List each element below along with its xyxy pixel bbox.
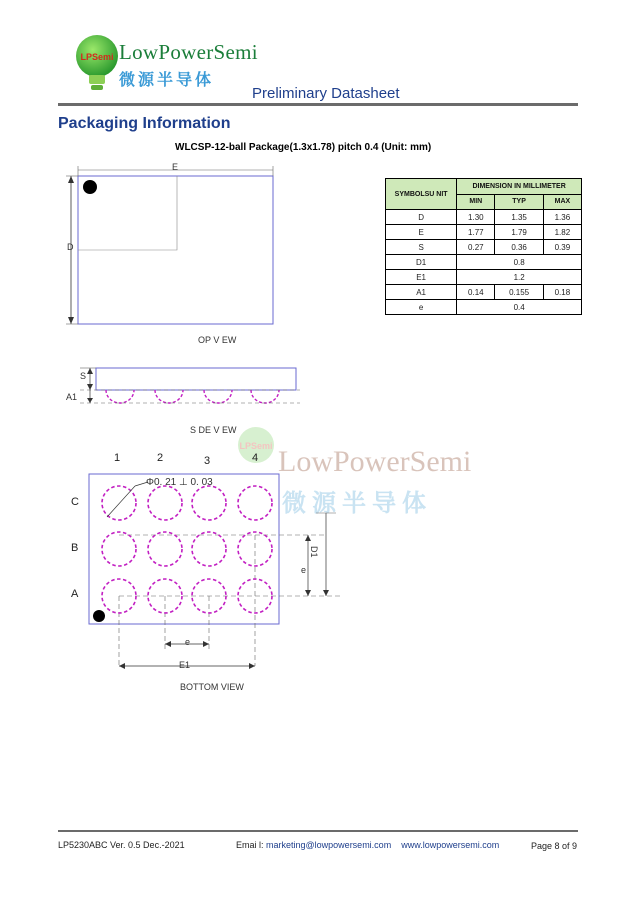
- side-view-dim-s: S: [80, 371, 87, 381]
- bottom-view-col-3: 3: [204, 455, 211, 467]
- table-row: [386, 240, 582, 255]
- bottom-view-col-1: 1: [114, 452, 121, 464]
- table-cell-symbol: E: [386, 225, 457, 240]
- table-row: [386, 225, 582, 240]
- table-cell-symbol: D1: [386, 255, 457, 270]
- bottom-view-col-2: 2: [157, 452, 164, 464]
- bottom-view-row-b: B: [71, 542, 79, 554]
- table-cell-typ: 0.36: [495, 240, 543, 255]
- ball-diameter-callout: Φ0. 21 ⊥ 0. 03: [146, 477, 213, 488]
- table-cell-max: 0.39: [543, 240, 581, 255]
- table-cell-min: 0.14: [457, 285, 495, 300]
- footer-divider: [58, 830, 578, 832]
- bottom-view-dim-e1: E1: [179, 660, 191, 670]
- footer-email-label: Emai l:: [236, 840, 267, 850]
- pin1-marker: [83, 180, 97, 194]
- side-view-ball-1: [106, 390, 134, 403]
- logo-badge: LPSemi: [80, 52, 114, 62]
- bottom-view-dim-e: e: [185, 637, 191, 647]
- side-view-ball-2: [155, 390, 183, 403]
- top-view-dim-e: E: [172, 162, 179, 172]
- top-view-dim-d: D: [67, 242, 74, 252]
- side-view-ball-4: [251, 390, 279, 403]
- table-cell-symbol: E1: [386, 270, 457, 285]
- footer-page-number: Page 8 of 9: [531, 841, 578, 851]
- table-cell-max: 0.18: [543, 285, 581, 300]
- side-view-ball-3: [204, 390, 232, 403]
- table-cell-typ: 1.35: [495, 210, 543, 225]
- table-cell-symbol: A1: [386, 285, 457, 300]
- top-view-drawing: [60, 160, 285, 335]
- ball-b1: [102, 532, 136, 566]
- watermark-badge: LPSemi: [239, 441, 273, 451]
- table-row: [386, 210, 582, 225]
- bottom-view-label: BOTTOM VIEW: [180, 682, 244, 692]
- table-cell-typ: 0.155: [495, 285, 543, 300]
- logo-text-en: LowPowerSemi: [119, 40, 258, 64]
- footer-email-link[interactable]: marketing@lowpowersemi.com: [266, 840, 392, 850]
- ball-b3: [192, 532, 226, 566]
- bottom-view-outline: [89, 474, 279, 624]
- bottom-view-dim-e-vertical: e: [301, 565, 307, 575]
- table-cell-symbol: D: [386, 210, 457, 225]
- table-row: [386, 300, 582, 315]
- bottom-view-row-c: C: [71, 496, 79, 508]
- bottom-view-row-a: A: [71, 588, 79, 600]
- table-col-typ: TYP: [495, 194, 543, 210]
- table-group-header: DIMENSION IN MILLIMETER: [457, 179, 582, 195]
- table-cell-min: 0.27: [457, 240, 495, 255]
- table-cell-max: 1.82: [543, 225, 581, 240]
- footer-doc-version: LP5230ABC Ver. 0.5 Dec.-2021: [58, 840, 185, 850]
- ball-b2: [148, 532, 182, 566]
- bottom-view-drawing: [80, 470, 350, 680]
- side-view-dim-a1: A1: [66, 392, 78, 402]
- header-title: Preliminary Datasheet: [252, 85, 400, 102]
- table-cell-merged: 1.2: [457, 270, 582, 285]
- watermark-text-en: LowPowerSemi: [278, 445, 472, 478]
- package-caption: WLCSP-12-ball Package(1.3x1.78) pitch 0.4 (Unit: mm): [175, 142, 432, 153]
- table-cell-max: 1.36: [543, 210, 581, 225]
- ball-c3: [192, 486, 226, 520]
- side-view-body: [96, 368, 296, 390]
- table-cell-merged: 0.8: [457, 255, 582, 270]
- side-view-drawing: [64, 362, 304, 412]
- ball-c2: [148, 486, 182, 520]
- header-divider: [58, 103, 578, 106]
- watermark-text-cn: 微源半导体: [282, 490, 432, 517]
- watermark-bulb: [236, 425, 276, 475]
- table-col-min: MIN: [457, 194, 495, 210]
- footer-website-link[interactable]: www.lowpowersemi.com: [401, 840, 500, 850]
- top-view-label: OP V EW: [198, 335, 237, 345]
- logo-text-cn: 微源半导体: [119, 72, 215, 89]
- table-symbol-header: SYMBOLSU NIT: [386, 179, 457, 210]
- ball-c1: [102, 486, 136, 520]
- table-cell-min: 1.77: [457, 225, 495, 240]
- bottom-view-col-4: 4: [252, 452, 259, 464]
- table-cell-typ: 1.79: [495, 225, 543, 240]
- table-cell-merged: 0.4: [457, 300, 582, 315]
- company-logo: [74, 30, 120, 100]
- table-cell-symbol: S: [386, 240, 457, 255]
- side-view-label: S DE V EW: [190, 425, 237, 435]
- table-row: [386, 270, 582, 285]
- footer-contact: [236, 840, 499, 850]
- bottom-view-dim-d1: D1: [309, 546, 319, 558]
- table-row: [386, 285, 582, 300]
- section-title: Packaging Information: [58, 115, 231, 132]
- table-cell-symbol: e: [386, 300, 457, 315]
- ball-c4: [238, 486, 272, 520]
- table-cell-min: 1.30: [457, 210, 495, 225]
- bottom-pin1-marker: [93, 610, 105, 622]
- dimension-table: [385, 178, 582, 315]
- table-col-max: MAX: [543, 194, 581, 210]
- table-row: [386, 255, 582, 270]
